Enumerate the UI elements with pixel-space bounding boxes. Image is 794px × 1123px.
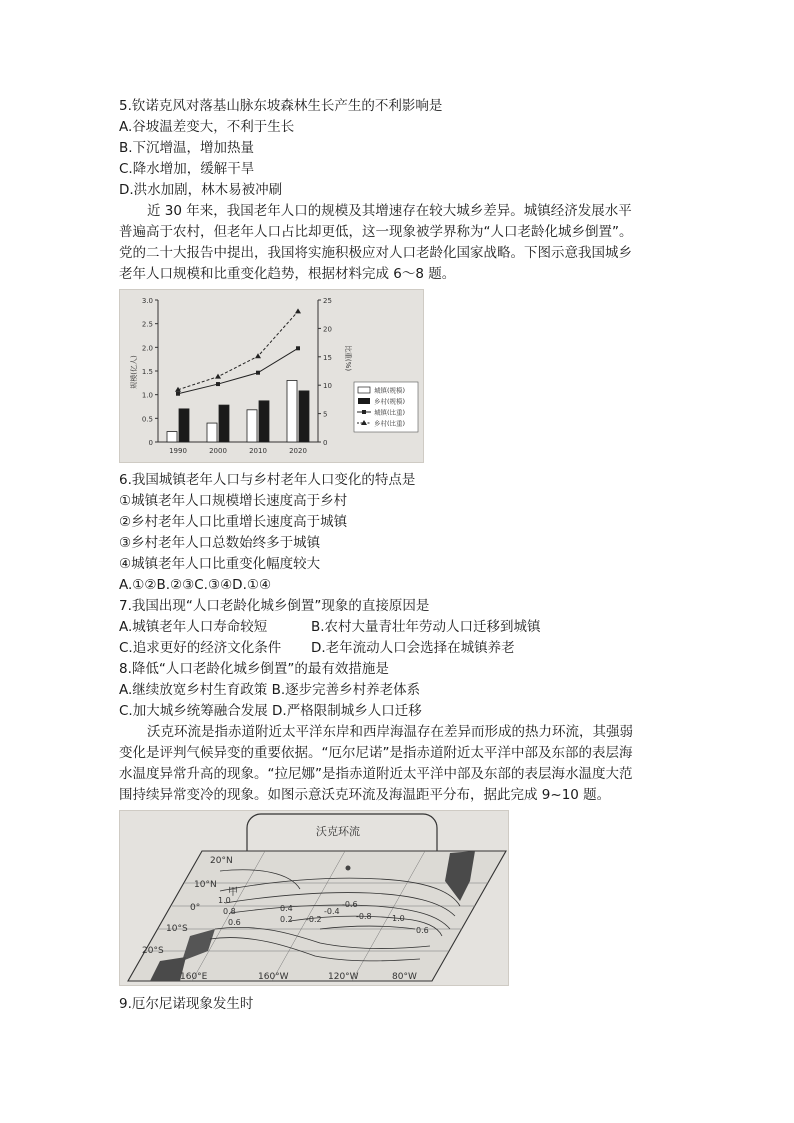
rural-scale-bar — [259, 401, 269, 442]
legend-label: 乡村(比重) — [374, 419, 406, 428]
urban-scale-bar — [287, 380, 297, 442]
passage1-line-4: 老年人口规模和比重变化趋势，根据材料完成 6～8 题。 — [119, 266, 456, 282]
q7-stem: 7.我国出现“人口老龄化城乡倒置”现象的直接原因是 — [119, 598, 430, 614]
contour-label: 0.6 — [416, 926, 429, 935]
passage2-line-2: 变化是评判气候异变的重要依据。“厄尔尼诺”是指赤道附近太平洋中部及东部的表层海 — [119, 745, 633, 761]
x-tick-label: 2000 — [209, 447, 227, 455]
y2-tick-label: 5 — [323, 410, 328, 419]
lon-label: 80°W — [392, 972, 417, 982]
contour-label: 0.6 — [228, 918, 241, 927]
lon-label: 160°E — [180, 972, 208, 982]
lat-label: 10°S — [166, 924, 188, 934]
y-tick-label: 0.5 — [141, 415, 153, 424]
q7-option-b: B.农村大量青壮年劳动人口迁移到城镇 — [311, 619, 541, 635]
contour-label: 1.0 — [218, 896, 231, 905]
passage2-line-4: 围持续异常变冷的现象。如图示意沃克环流及海温距平分布，据此完成 9~10 题。 — [119, 787, 611, 803]
y2-tick-label: 10 — [323, 382, 332, 391]
y-tick-label: 3.0 — [141, 297, 153, 305]
q7-option-a: A.城镇老年人口寿命较短 — [119, 619, 268, 635]
lat-label: 0° — [190, 903, 201, 913]
q8-stem: 8.降低“人口老龄化城乡倒置”的最有效措施是 — [119, 661, 389, 677]
q5-stem: 5.钦诺克风对落基山脉东坡森林生长产生的不利影响是 — [119, 98, 443, 114]
population-chart — [119, 289, 424, 463]
q6-item-4: ④城镇老年人口比重变化幅度较大 — [119, 556, 321, 572]
y-tick-label: 0 — [148, 439, 153, 447]
contour-label: -0.2 — [306, 915, 322, 924]
rural-ratio-point — [215, 374, 221, 379]
map-title: 沃克环流 — [316, 825, 360, 838]
q5-option-c: C.降水增加，缓解干旱 — [119, 161, 255, 177]
contour-label: 0.8 — [223, 907, 236, 916]
legend-swatch-marker — [362, 410, 366, 414]
q8-options-row-2: C.加大城乡统筹融合发展 D.严格限制城乡人口迁移 — [119, 703, 422, 719]
legend-label: 城镇(规模) — [374, 386, 406, 395]
urban-ratio-line — [178, 348, 298, 393]
passage2-line-3: 水温度异常升高的现象。“拉尼娜”是指赤道附近太平洋中部及东部的表层海水温度大范 — [119, 766, 633, 782]
q6-options: A.①②B.②③C.③④D.①④ — [119, 577, 272, 593]
y2-axis-label: 比重(%) — [344, 344, 352, 372]
urban-scale-bar — [247, 410, 257, 442]
lat-label: 20°S — [142, 946, 164, 956]
lon-label: 120°W — [328, 972, 359, 982]
lat-label: 20°N — [210, 856, 233, 866]
rural-scale-bar — [179, 409, 189, 442]
contour-label: 0.4 — [280, 904, 293, 913]
y-tick-label: 2.0 — [141, 344, 153, 353]
urban-scale-bar — [167, 432, 177, 442]
q6-stem: 6.我国城镇老年人口与乡村老年人口变化的特点是 — [119, 472, 416, 488]
urban-scale-bar — [207, 423, 217, 442]
x-tick-label: 2020 — [289, 447, 307, 455]
lon-label: 160°W — [258, 972, 289, 982]
point-jia-label: 甲 — [228, 887, 238, 898]
q5-option-d: D.洪水加剧，林木易被冲刷 — [119, 182, 283, 198]
legend-label: 乡村(规模) — [374, 397, 406, 406]
contour-label: 0.2 — [280, 915, 293, 924]
rural-ratio-point — [295, 308, 301, 313]
y2-tick-label: 25 — [323, 297, 332, 305]
x-tick-label: 1990 — [169, 447, 187, 455]
q6-item-2: ②乡村老年人口比重增长速度高于城镇 — [119, 514, 348, 530]
passage1-line-2: 普遍高于农村，但老年人口占比却更低，这一现象被学界称为“人口老龄化城乡倒置”。 — [119, 224, 633, 240]
contour-label: -0.4 — [324, 907, 340, 916]
q5-option-b: B.下沉增温，增加热量 — [119, 140, 255, 156]
legend-swatch — [358, 387, 370, 393]
q7-option-d: D.老年流动人口会选择在城镇养老 — [311, 640, 515, 656]
legend-swatch — [358, 398, 370, 404]
q9-stem: 9.厄尔尼诺现象发生时 — [119, 996, 254, 1012]
y2-tick-label: 15 — [323, 353, 332, 362]
rural-scale-bar — [299, 391, 309, 442]
contour-label: -0.6 — [342, 900, 358, 909]
lat-label: 10°N — [194, 880, 217, 890]
x-tick-label: 2010 — [249, 447, 267, 455]
passage1-line-3: 党的二十大报告中提出，我国将实施积极应对人口老龄化国家战略。下图示意我国城乡 — [119, 245, 632, 261]
contour-label: -0.8 — [356, 912, 372, 921]
q6-item-3: ③乡村老年人口总数始终多于城镇 — [119, 535, 321, 551]
urban-ratio-point — [256, 371, 260, 375]
y-tick-label: 1.0 — [141, 391, 153, 400]
legend-label: 城镇(比重) — [374, 408, 406, 417]
walker-circulation-map-svg — [120, 811, 508, 985]
contour-label: 1.0 — [392, 914, 405, 923]
y-tick-label: 2.5 — [141, 320, 153, 329]
rural-scale-bar — [219, 405, 229, 442]
y-axis-label: 规模(亿人) — [130, 355, 138, 389]
urban-ratio-point — [176, 392, 180, 396]
population-chart-svg — [120, 290, 423, 462]
walker-circulation-map — [119, 810, 509, 986]
urban-ratio-point — [216, 382, 220, 386]
q8-options-row-1: A.继续放宽乡村生育政策 B.逐步完善乡村养老体系 — [119, 682, 421, 698]
urban-ratio-point — [296, 346, 300, 350]
y-tick-label: 1.5 — [141, 368, 153, 376]
q5-option-a: A.谷坡温差变大，不利于生长 — [119, 119, 295, 135]
y2-tick-label: 20 — [323, 325, 332, 334]
passage2-line-1: 沃克环流是指赤道附近太平洋东岸和西岸海温存在差异而形成的热力环流，其强弱 — [147, 724, 633, 740]
q6-item-1: ①城镇老年人口规模增长速度高于乡村 — [119, 493, 348, 509]
passage1-line-1: 近 30 年来，我国老年人口的规模及其增速存在较大城乡差异。城镇经济发展水平 — [147, 203, 632, 219]
y2-tick-label: 0 — [323, 439, 328, 447]
q7-option-c: C.追求更好的经济文化条件 — [119, 640, 282, 656]
